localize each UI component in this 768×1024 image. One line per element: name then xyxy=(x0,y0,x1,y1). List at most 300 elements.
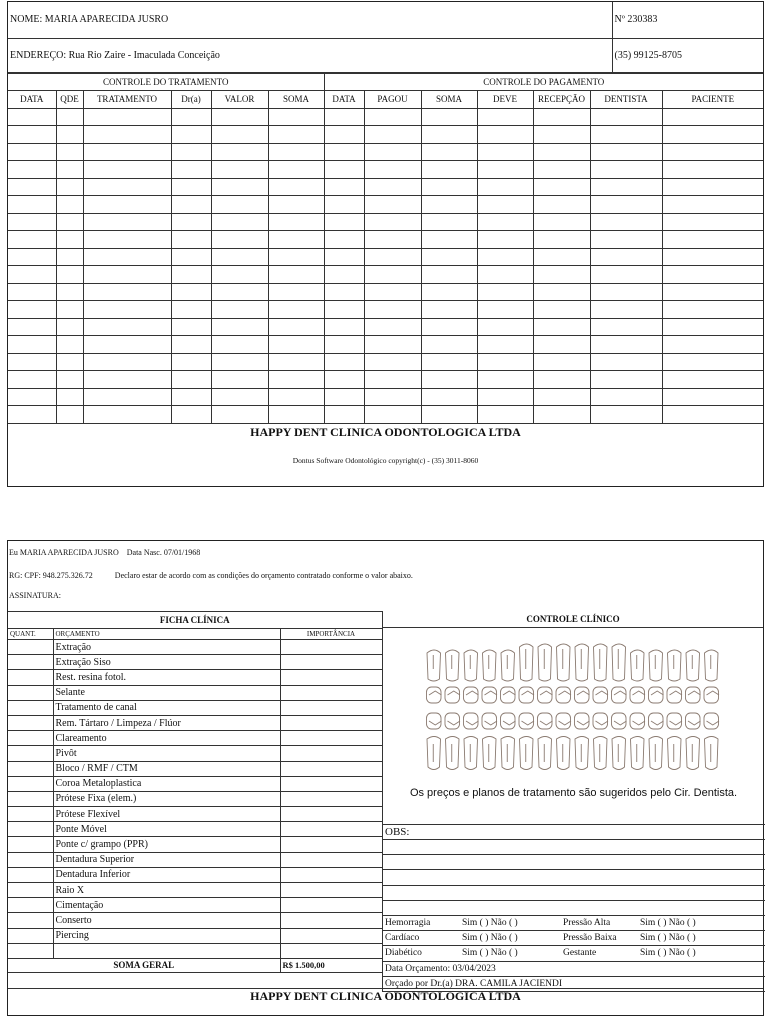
table-cell[interactable] xyxy=(662,108,763,126)
table-cell[interactable] xyxy=(421,108,477,126)
list-item xyxy=(8,943,382,958)
table-cell[interactable] xyxy=(211,371,268,389)
table-cell[interactable] xyxy=(324,353,364,371)
table-cell[interactable] xyxy=(211,353,268,371)
table-cell[interactable] xyxy=(533,353,590,371)
table-cell[interactable] xyxy=(477,178,533,196)
table-cell[interactable] xyxy=(324,388,364,406)
table-cell[interactable] xyxy=(268,196,324,214)
table-cell[interactable] xyxy=(477,371,533,389)
table-cell[interactable] xyxy=(477,108,533,126)
table-cell[interactable] xyxy=(171,248,211,266)
table-cell[interactable] xyxy=(477,196,533,214)
table-cell[interactable] xyxy=(171,178,211,196)
table-cell[interactable] xyxy=(421,388,477,406)
importancia-cell[interactable] xyxy=(280,655,382,670)
table-cell[interactable] xyxy=(662,178,763,196)
quant-cell[interactable] xyxy=(8,776,53,791)
table-cell[interactable] xyxy=(171,266,211,284)
table-cell[interactable] xyxy=(477,266,533,284)
table-cell[interactable] xyxy=(324,266,364,284)
table-cell[interactable] xyxy=(8,126,56,144)
table-cell[interactable] xyxy=(211,178,268,196)
table-row xyxy=(8,231,763,249)
table-cell[interactable] xyxy=(421,406,477,424)
table-cell[interactable] xyxy=(324,283,364,301)
quant-cell[interactable] xyxy=(8,867,53,882)
table-cell[interactable] xyxy=(533,388,590,406)
table-cell[interactable] xyxy=(268,266,324,284)
table-cell[interactable] xyxy=(421,371,477,389)
table-cell[interactable] xyxy=(324,248,364,266)
table-cell[interactable] xyxy=(324,336,364,354)
table-cell[interactable] xyxy=(324,371,364,389)
table-cell[interactable] xyxy=(364,371,421,389)
table-cell[interactable] xyxy=(56,196,83,214)
tooth-shape xyxy=(631,650,645,681)
table-cell[interactable] xyxy=(477,248,533,266)
table-cell[interactable] xyxy=(56,336,83,354)
quant-cell[interactable] xyxy=(8,670,53,685)
table-cell[interactable] xyxy=(477,353,533,371)
table-cell[interactable] xyxy=(662,318,763,336)
table-cell[interactable] xyxy=(171,213,211,231)
table-cell[interactable] xyxy=(533,143,590,161)
table-cell[interactable] xyxy=(421,126,477,144)
table-cell[interactable] xyxy=(56,406,83,424)
table-cell[interactable] xyxy=(8,248,56,266)
teeth-diagram-icon xyxy=(419,641,729,781)
table-cell[interactable] xyxy=(662,213,763,231)
table-cell[interactable] xyxy=(56,108,83,126)
tooth-shape xyxy=(707,691,720,695)
table-cell[interactable] xyxy=(533,283,590,301)
table-cell[interactable] xyxy=(83,126,171,144)
table-cell[interactable] xyxy=(211,336,268,354)
table-cell[interactable] xyxy=(364,126,421,144)
table-cell[interactable] xyxy=(171,126,211,144)
quant-cell[interactable] xyxy=(8,837,53,852)
table-cell[interactable] xyxy=(83,178,171,196)
table-cell[interactable] xyxy=(421,161,477,179)
quant-cell[interactable] xyxy=(8,700,53,715)
table-cell[interactable] xyxy=(56,283,83,301)
table-cell[interactable] xyxy=(8,406,56,424)
table-cell[interactable] xyxy=(83,266,171,284)
table-cell[interactable] xyxy=(662,336,763,354)
table-cell[interactable] xyxy=(171,301,211,319)
table-cell[interactable] xyxy=(364,266,421,284)
table-cell[interactable] xyxy=(364,248,421,266)
quant-cell[interactable] xyxy=(8,913,53,928)
quant-cell[interactable] xyxy=(8,715,53,730)
table-cell[interactable] xyxy=(324,161,364,179)
table-cell[interactable] xyxy=(590,126,662,144)
importancia-cell[interactable] xyxy=(280,822,382,837)
table-cell[interactable] xyxy=(324,231,364,249)
table-cell[interactable] xyxy=(83,143,171,161)
table-cell[interactable] xyxy=(364,283,421,301)
quant-cell[interactable] xyxy=(8,898,53,913)
table-cell[interactable] xyxy=(171,371,211,389)
table-cell[interactable] xyxy=(421,178,477,196)
table-cell[interactable] xyxy=(56,213,83,231)
table-cell[interactable] xyxy=(590,406,662,424)
table-cell[interactable] xyxy=(8,336,56,354)
tooth-shape xyxy=(686,737,700,770)
table-cell[interactable] xyxy=(8,108,56,126)
importancia-cell[interactable] xyxy=(280,867,382,882)
table-cell[interactable] xyxy=(211,161,268,179)
importancia-cell[interactable] xyxy=(280,776,382,791)
table-cell[interactable] xyxy=(533,336,590,354)
table-cell[interactable] xyxy=(421,231,477,249)
table-cell[interactable] xyxy=(421,318,477,336)
table-cell[interactable] xyxy=(268,371,324,389)
table-cell[interactable] xyxy=(268,161,324,179)
table-cell[interactable] xyxy=(83,196,171,214)
table-cell[interactable] xyxy=(83,248,171,266)
table-cell[interactable] xyxy=(662,353,763,371)
importancia-cell[interactable] xyxy=(280,731,382,746)
table-cell[interactable] xyxy=(268,318,324,336)
table-cell[interactable] xyxy=(83,231,171,249)
table-cell[interactable] xyxy=(590,143,662,161)
table-cell[interactable] xyxy=(56,266,83,284)
table-cell[interactable] xyxy=(364,336,421,354)
table-cell[interactable] xyxy=(171,231,211,249)
table-cell[interactable] xyxy=(324,108,364,126)
table-cell[interactable] xyxy=(211,301,268,319)
table-cell[interactable] xyxy=(477,126,533,144)
table-cell[interactable] xyxy=(268,108,324,126)
tooth-shape xyxy=(705,650,719,681)
table-cell[interactable] xyxy=(171,108,211,126)
table-cell[interactable] xyxy=(477,388,533,406)
table-cell[interactable] xyxy=(364,301,421,319)
table-cell[interactable] xyxy=(211,266,268,284)
table-cell[interactable] xyxy=(8,283,56,301)
column-header: DENTISTA xyxy=(590,91,662,109)
table-cell[interactable] xyxy=(83,283,171,301)
table-cell[interactable] xyxy=(268,406,324,424)
table-cell[interactable] xyxy=(8,388,56,406)
table-cell[interactable] xyxy=(171,406,211,424)
tooth-shape xyxy=(485,721,498,725)
table-cell[interactable] xyxy=(324,213,364,231)
table-cell[interactable] xyxy=(590,283,662,301)
importancia-cell[interactable] xyxy=(280,807,382,822)
quant-cell[interactable] xyxy=(8,685,53,700)
quant-cell[interactable] xyxy=(8,943,53,958)
health-answer2[interactable]: Sim ( ) Não ( ) xyxy=(638,931,765,946)
importancia-cell[interactable] xyxy=(280,761,382,776)
table-cell[interactable] xyxy=(590,388,662,406)
table-cell[interactable] xyxy=(171,283,211,301)
table-cell[interactable] xyxy=(171,161,211,179)
table-cell[interactable] xyxy=(533,196,590,214)
table-cell[interactable] xyxy=(171,353,211,371)
table-cell[interactable] xyxy=(8,178,56,196)
column-header: DATA xyxy=(8,91,56,109)
quant-cell[interactable] xyxy=(8,852,53,867)
table-cell[interactable] xyxy=(171,196,211,214)
table-cell[interactable] xyxy=(8,213,56,231)
table-cell[interactable] xyxy=(421,283,477,301)
importancia-cell[interactable] xyxy=(280,791,382,806)
importancia-cell[interactable] xyxy=(280,640,382,655)
health-answer[interactable]: Sim ( ) Não ( ) xyxy=(460,915,561,930)
table-cell[interactable] xyxy=(8,266,56,284)
health-answer2[interactable]: Sim ( ) Não ( ) xyxy=(638,915,765,930)
table-cell[interactable] xyxy=(8,143,56,161)
table-cell[interactable] xyxy=(268,248,324,266)
table-cell[interactable] xyxy=(324,196,364,214)
table-cell[interactable] xyxy=(83,318,171,336)
quant-cell[interactable] xyxy=(8,640,53,655)
table-cell[interactable] xyxy=(662,388,763,406)
table-cell[interactable] xyxy=(171,318,211,336)
tooth-shape xyxy=(482,713,497,729)
table-cell[interactable] xyxy=(211,388,268,406)
table-cell[interactable] xyxy=(364,318,421,336)
table-cell[interactable] xyxy=(533,126,590,144)
table-cell[interactable] xyxy=(477,213,533,231)
table-cell[interactable] xyxy=(477,336,533,354)
table-cell[interactable] xyxy=(477,283,533,301)
table-cell[interactable] xyxy=(590,161,662,179)
table-cell[interactable] xyxy=(590,196,662,214)
column-header: QDE xyxy=(56,91,83,109)
table-cell[interactable] xyxy=(364,406,421,424)
table-cell[interactable] xyxy=(56,353,83,371)
table-cell[interactable] xyxy=(364,178,421,196)
table-cell[interactable] xyxy=(421,301,477,319)
table-cell[interactable] xyxy=(662,266,763,284)
table-cell[interactable] xyxy=(590,336,662,354)
table-cell[interactable] xyxy=(662,283,763,301)
quant-cell[interactable] xyxy=(8,883,53,898)
table-cell[interactable] xyxy=(533,161,590,179)
importancia-cell[interactable] xyxy=(280,685,382,700)
table-cell[interactable] xyxy=(533,301,590,319)
table-cell[interactable] xyxy=(421,266,477,284)
table-cell[interactable] xyxy=(8,371,56,389)
health-answer2[interactable]: Sim ( ) Não ( ) xyxy=(638,946,765,961)
table-cell[interactable] xyxy=(268,353,324,371)
table-cell[interactable] xyxy=(324,301,364,319)
table-cell[interactable] xyxy=(533,248,590,266)
table-cell[interactable] xyxy=(590,248,662,266)
table-cell[interactable] xyxy=(590,231,662,249)
table-cell[interactable] xyxy=(662,231,763,249)
table-cell[interactable] xyxy=(268,388,324,406)
table-cell[interactable] xyxy=(662,143,763,161)
table-cell[interactable] xyxy=(364,353,421,371)
tooth-shape xyxy=(651,721,664,725)
table-cell[interactable] xyxy=(268,283,324,301)
table-cell[interactable] xyxy=(56,178,83,196)
table-cell[interactable] xyxy=(364,108,421,126)
table-cell[interactable] xyxy=(324,318,364,336)
table-cell[interactable] xyxy=(56,301,83,319)
table-cell[interactable] xyxy=(533,108,590,126)
table-cell[interactable] xyxy=(268,336,324,354)
health-answer[interactable]: Sim ( ) Não ( ) xyxy=(460,946,561,961)
table-cell[interactable] xyxy=(268,231,324,249)
quant-cell[interactable] xyxy=(8,761,53,776)
table-cell[interactable] xyxy=(662,196,763,214)
table-cell[interactable] xyxy=(171,336,211,354)
importancia-cell[interactable] xyxy=(280,670,382,685)
table-cell[interactable] xyxy=(83,161,171,179)
table-cell[interactable] xyxy=(364,196,421,214)
table-cell[interactable] xyxy=(421,143,477,161)
table-cell[interactable] xyxy=(211,213,268,231)
table-cell[interactable] xyxy=(421,353,477,371)
table-cell[interactable] xyxy=(171,388,211,406)
table-cell[interactable] xyxy=(421,196,477,214)
table-cell[interactable] xyxy=(590,301,662,319)
quant-cell[interactable] xyxy=(8,655,53,670)
table-cell[interactable] xyxy=(83,108,171,126)
table-cell[interactable] xyxy=(83,353,171,371)
importancia-cell[interactable] xyxy=(280,715,382,730)
procedure-label: Conserto xyxy=(53,913,280,928)
table-cell[interactable] xyxy=(533,231,590,249)
table-cell[interactable] xyxy=(662,248,763,266)
tooth-shape xyxy=(630,713,645,729)
table-cell[interactable] xyxy=(83,388,171,406)
table-cell[interactable] xyxy=(8,301,56,319)
table-cell[interactable] xyxy=(421,336,477,354)
table-cell[interactable] xyxy=(364,161,421,179)
table-cell[interactable] xyxy=(662,161,763,179)
table-cell[interactable] xyxy=(364,143,421,161)
table-cell[interactable] xyxy=(477,231,533,249)
table-cell[interactable] xyxy=(324,178,364,196)
table-cell[interactable] xyxy=(56,371,83,389)
table-cell[interactable] xyxy=(364,213,421,231)
table-cell[interactable] xyxy=(662,371,763,389)
table-cell[interactable] xyxy=(533,266,590,284)
table-cell[interactable] xyxy=(8,353,56,371)
importancia-cell[interactable] xyxy=(280,837,382,852)
importancia-cell[interactable] xyxy=(280,898,382,913)
table-cell[interactable] xyxy=(364,231,421,249)
table-cell[interactable] xyxy=(590,318,662,336)
table-cell[interactable] xyxy=(590,178,662,196)
table-cell[interactable] xyxy=(83,336,171,354)
table-cell[interactable] xyxy=(56,388,83,406)
table-cell[interactable] xyxy=(211,283,268,301)
table-cell[interactable] xyxy=(83,301,171,319)
table-cell[interactable] xyxy=(662,406,763,424)
quant-cell[interactable] xyxy=(8,807,53,822)
table-cell[interactable] xyxy=(477,406,533,424)
table-cell[interactable] xyxy=(268,143,324,161)
table-cell[interactable] xyxy=(56,161,83,179)
table-cell[interactable] xyxy=(477,318,533,336)
table-cell[interactable] xyxy=(211,108,268,126)
table-cell[interactable] xyxy=(590,353,662,371)
table-cell[interactable] xyxy=(56,126,83,144)
table-cell[interactable] xyxy=(268,301,324,319)
table-cell[interactable] xyxy=(8,231,56,249)
table-cell[interactable] xyxy=(211,406,268,424)
table-cell[interactable] xyxy=(662,301,763,319)
table-cell[interactable] xyxy=(83,371,171,389)
importancia-cell[interactable] xyxy=(280,746,382,761)
table-cell[interactable] xyxy=(421,213,477,231)
table-cell[interactable] xyxy=(211,318,268,336)
table-cell[interactable] xyxy=(324,406,364,424)
table-cell[interactable] xyxy=(56,318,83,336)
importancia-cell[interactable] xyxy=(280,928,382,943)
tooth-shape xyxy=(427,650,441,681)
table-cell[interactable] xyxy=(324,143,364,161)
table-cell[interactable] xyxy=(171,143,211,161)
table-cell[interactable] xyxy=(477,161,533,179)
table-cell[interactable] xyxy=(268,126,324,144)
table-cell[interactable] xyxy=(211,143,268,161)
table-cell[interactable] xyxy=(477,143,533,161)
table-cell[interactable] xyxy=(590,371,662,389)
importancia-cell[interactable] xyxy=(280,883,382,898)
table-cell[interactable] xyxy=(56,143,83,161)
quant-cell[interactable] xyxy=(8,822,53,837)
table-cell[interactable] xyxy=(590,266,662,284)
table-cell[interactable] xyxy=(590,213,662,231)
quant-cell[interactable] xyxy=(8,731,53,746)
table-cell[interactable] xyxy=(56,248,83,266)
table-cell[interactable] xyxy=(533,371,590,389)
table-cell[interactable] xyxy=(662,126,763,144)
table-cell[interactable] xyxy=(8,161,56,179)
importancia-cell[interactable] xyxy=(280,700,382,715)
table-cell[interactable] xyxy=(477,301,533,319)
table-cell[interactable] xyxy=(83,406,171,424)
table-cell[interactable] xyxy=(211,126,268,144)
table-row xyxy=(8,301,763,319)
quant-cell[interactable] xyxy=(8,791,53,806)
table-cell[interactable] xyxy=(211,248,268,266)
table-cell[interactable] xyxy=(268,178,324,196)
table-cell[interactable] xyxy=(533,213,590,231)
table-cell[interactable] xyxy=(324,126,364,144)
table-cell[interactable] xyxy=(590,108,662,126)
importancia-cell[interactable] xyxy=(280,852,382,867)
table-cell[interactable] xyxy=(56,231,83,249)
table-cell[interactable] xyxy=(268,213,324,231)
table-cell[interactable] xyxy=(364,388,421,406)
table-cell[interactable] xyxy=(421,248,477,266)
quant-cell[interactable] xyxy=(8,928,53,943)
table-cell[interactable] xyxy=(8,318,56,336)
table-cell[interactable] xyxy=(533,178,590,196)
importancia-cell[interactable] xyxy=(280,913,382,928)
importancia-cell[interactable] xyxy=(280,943,382,958)
table-cell[interactable] xyxy=(211,196,268,214)
table-cell[interactable] xyxy=(211,231,268,249)
table-cell[interactable] xyxy=(533,318,590,336)
health-answer[interactable]: Sim ( ) Não ( ) xyxy=(460,931,561,946)
tooth-shape xyxy=(649,713,664,729)
table-cell[interactable] xyxy=(8,196,56,214)
quant-cell[interactable] xyxy=(8,746,53,761)
table-cell[interactable] xyxy=(83,213,171,231)
table-cell[interactable] xyxy=(533,406,590,424)
